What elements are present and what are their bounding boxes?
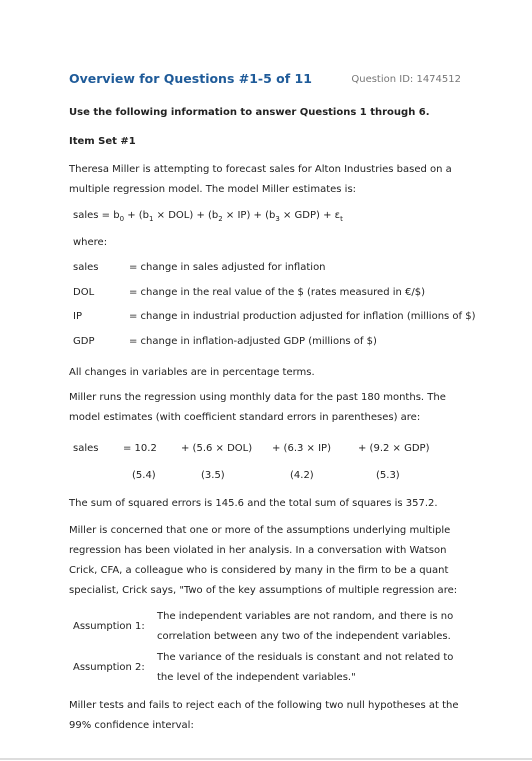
definition-desc: = change in the real value of the $ (rates measured in €/$)	[129, 287, 426, 298]
overview-title: Overview for Questions #1-5 of 11	[69, 71, 312, 86]
definition-row	[73, 283, 425, 303]
definition-row	[73, 258, 326, 278]
hypothesis-paragraph: Miller tests and fails to reject each of the following two null hypotheses at the 99% confidence interval:	[69, 700, 459, 731]
assumption-text: The independent variables are not random, and there is no correlation between any two of the independent variables.	[157, 611, 454, 642]
estimate-term: = 10.2	[123, 443, 157, 454]
assumption-label: Assumption 2:	[73, 662, 145, 673]
percentage-note: All changes in variables are in percentage terms.	[69, 367, 315, 378]
definition-term: GDP	[73, 336, 95, 347]
definition-row	[73, 307, 476, 327]
definition-row	[73, 332, 377, 352]
std-error: (5.3)	[376, 470, 400, 481]
definition-desc: = change in industrial production adjusted for inflation (millions of $)	[129, 311, 476, 322]
assumption-row	[73, 607, 461, 647]
scenario-paragraph: Theresa Miller is attempting to forecast sales for Alton Industries based on a multiple regression model. The model Miller estimates is:	[69, 164, 452, 195]
sse-paragraph: The sum of squared errors is 145.6 and the total sum of squares is 357.2.	[69, 498, 438, 509]
std-error: (5.4)	[132, 470, 156, 481]
item-set-label: Item Set #1	[69, 136, 136, 147]
definition-term: IP	[73, 311, 82, 322]
assumption-row	[73, 648, 461, 688]
estimate-term: + (6.3 × IP)	[272, 443, 331, 454]
assumption-paragraph: Miller is concerned that one or more of the assumptions underlying multiple regression has been violated in her analysis. In a conversation with Watson Crick, CFA, a colleague who is considered by many in the firm to be a quant specialist, Crick says, "Two of the key assumptions of multiple regression are:	[69, 525, 458, 596]
intro-instruction: Use the following information to answer Questions 1 through 6.	[69, 107, 430, 118]
assumption-label: Assumption 1:	[73, 621, 145, 632]
estimate-term: sales	[73, 443, 99, 454]
question-header	[69, 71, 461, 86]
definition-desc: = change in inflation-adjusted GDP (millions of $)	[129, 336, 377, 347]
std-error: (4.2)	[290, 470, 314, 481]
question-id: Question ID: 1474512	[351, 74, 461, 85]
definition-term: DOL	[73, 287, 95, 298]
estimate-term: + (5.6 × DOL)	[181, 443, 253, 454]
bottom-divider	[0, 758, 532, 760]
where-label: where:	[73, 237, 108, 248]
std-error: (3.5)	[201, 470, 225, 481]
regression-paragraph: Miller runs the regression using monthly data for the past 180 months. The model estimates (with coefficient standard errors in parentheses) are:	[69, 392, 446, 423]
definition-desc: = change in sales adjusted for inflation	[129, 262, 326, 273]
model-equation: sales = $b_0 + (b_1 \times DOL) + (b_2 \times IP) + (b_3 \times GDP) + \varepsilon_t$	[73, 210, 343, 223]
estimate-term: + (9.2 × GDP)	[358, 443, 430, 454]
assumption-text: The variance of the residuals is constant and not related to the level of the independent variables."	[157, 652, 454, 683]
definition-term: sales	[73, 262, 99, 273]
